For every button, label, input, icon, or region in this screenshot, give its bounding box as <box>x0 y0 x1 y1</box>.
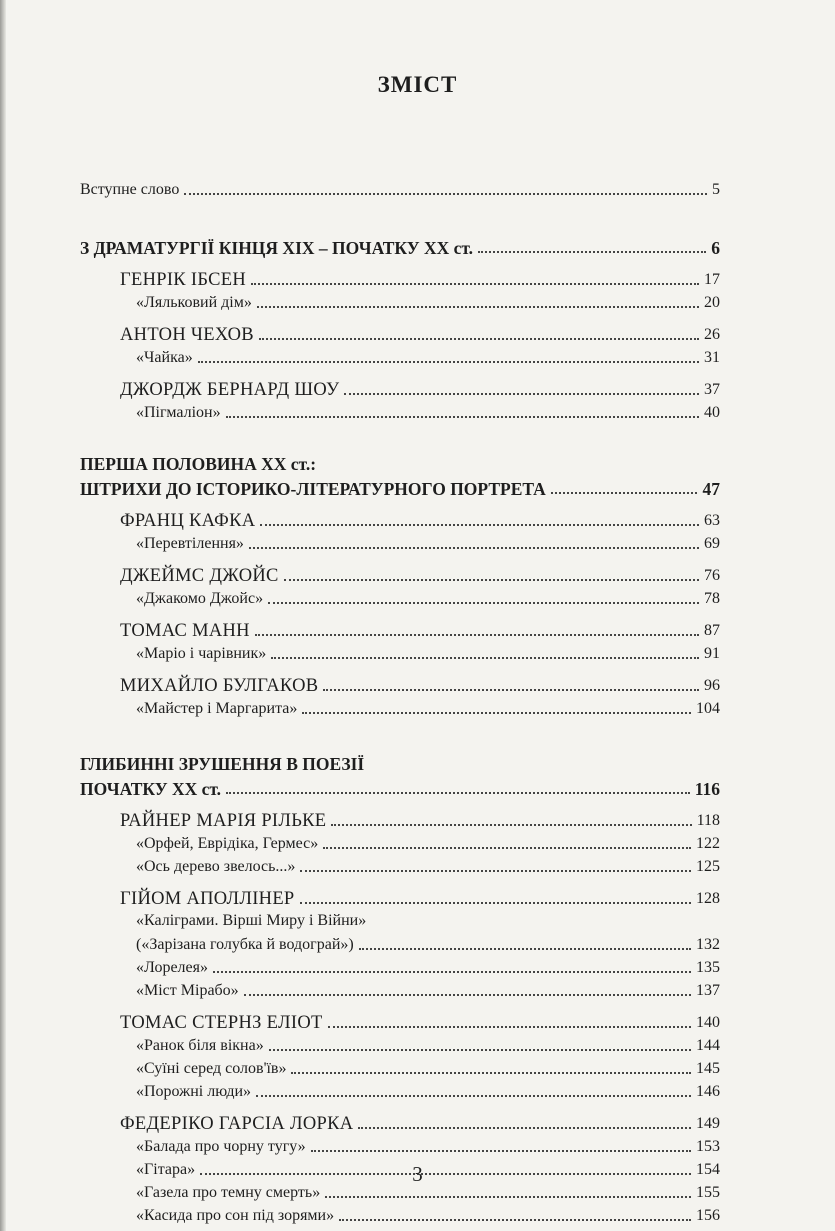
toc-entry-author[interactable] <box>80 505 720 531</box>
table-of-contents <box>80 176 720 1226</box>
toc-entry-work[interactable] <box>80 400 720 423</box>
toc-entry-work-label: «Ось дерево звелось...» <box>136 857 300 877</box>
toc-section-heading-page: 116 <box>690 779 720 799</box>
toc-section <box>80 453 720 719</box>
toc-entry-intro[interactable] <box>80 176 720 200</box>
toc-entry-work-page: 40 <box>699 403 720 423</box>
toc-entry-work-page: 155 <box>691 1183 720 1203</box>
dot-leader <box>331 824 692 826</box>
toc-entry-work-page: 144 <box>691 1036 720 1056</box>
dot-leader <box>323 847 691 849</box>
dot-leader <box>344 393 699 395</box>
toc-entry-author[interactable] <box>80 264 720 290</box>
toc-entry-work-label: «Газела про темну смерть» <box>136 1183 325 1203</box>
toc-entry-work-page: 20 <box>699 293 720 313</box>
toc-entry-author[interactable] <box>80 883 720 909</box>
toc-entry-work-page: 145 <box>691 1059 720 1079</box>
toc-entry-author[interactable] <box>80 1007 720 1033</box>
toc-entry-author-label: ДЖОРДЖ БЕРНАРД ШОУ <box>120 380 344 400</box>
section-title-line: ПЕРША ПОЛОВИНА ХХ ст.: <box>80 454 317 474</box>
toc-entry-author[interactable] <box>80 805 720 831</box>
dot-leader <box>325 1196 691 1198</box>
toc-entry-intro-label: Вступне слово <box>80 180 184 200</box>
toc-entry-author-label: ГІЙОМ АПОЛЛІНЕР <box>120 889 300 909</box>
toc-entry-work-page: 125 <box>691 857 720 877</box>
dot-leader <box>359 948 691 950</box>
dot-leader <box>244 994 691 996</box>
toc-entry-author-label: ТОМАС СТЕРНЗ ЕЛІОТ <box>120 1013 328 1033</box>
toc-entry-work[interactable] <box>80 531 720 554</box>
toc-entry-work-label: «Гітара» <box>136 1160 200 1180</box>
dot-leader <box>328 1026 691 1028</box>
dot-leader <box>256 1095 691 1097</box>
toc-entry-author-page: 128 <box>691 889 720 909</box>
toc-section <box>80 234 720 423</box>
page-edge <box>0 0 6 1231</box>
toc-entry-author[interactable] <box>80 615 720 641</box>
toc-entry-work-label: («Зарізана голубка й водограй») <box>136 935 359 955</box>
toc-entry-work-page: 122 <box>691 834 720 854</box>
dot-leader <box>226 416 699 418</box>
toc-entry-work[interactable] <box>80 854 720 877</box>
toc-entry-author-label: МИХАЙЛО БУЛГАКОВ <box>120 676 323 696</box>
toc-section <box>80 753 720 1226</box>
toc-entry-work[interactable] <box>80 1033 720 1056</box>
toc-entry-work-label: «Ранок біля вікна» <box>136 1036 269 1056</box>
toc-entry-author-label: АНТОН ЧЕХОВ <box>120 325 259 345</box>
dot-leader <box>358 1127 691 1129</box>
dot-leader <box>269 1049 691 1051</box>
dot-leader <box>255 634 699 636</box>
toc-entry-author-label: ТОМАС МАНН <box>120 621 255 641</box>
toc-entry-author[interactable] <box>80 560 720 586</box>
page-title: ЗМІСТ <box>377 72 458 97</box>
dot-leader <box>478 251 706 253</box>
toc-entry-work[interactable] <box>80 696 720 719</box>
toc-entry-work[interactable] <box>80 978 720 1001</box>
toc-entry-author-label: ФЕДЕРІКО ГАРСІА ЛОРКА <box>120 1114 358 1134</box>
toc-entry-work-page: 78 <box>699 589 720 609</box>
toc-section-heading-page: 47 <box>698 479 721 499</box>
toc-entry-work[interactable] <box>80 932 720 955</box>
dot-leader <box>249 547 699 549</box>
toc-entry-author[interactable] <box>80 1108 720 1134</box>
toc-entry-work[interactable] <box>80 641 720 664</box>
toc-section-heading-label: З ДРАМАТУРГІЇ КІНЦЯ ХІХ – ПОЧАТКУ ХХ ст. <box>80 238 478 258</box>
toc-entry-work-label: «Касида про сон під зорями» <box>136 1206 339 1226</box>
toc-entry-work[interactable] <box>80 1079 720 1102</box>
toc-entry-work[interactable] <box>80 1203 720 1226</box>
dot-leader <box>213 971 691 973</box>
toc-entry-author-page: 149 <box>691 1114 720 1134</box>
toc-entry-work-label: «Перевтілення» <box>136 534 249 554</box>
dot-leader <box>184 193 707 195</box>
work-title-line: «Каліграми. Вірші Миру і Війни» <box>136 912 367 929</box>
dot-leader <box>323 689 699 691</box>
toc-entry-author-label: РАЙНЕР МАРІЯ РІЛЬКЕ <box>120 811 331 831</box>
toc-entry-work-label: «Майстер і Маргарита» <box>136 699 302 719</box>
dot-leader <box>198 361 699 363</box>
toc-entry-author-page: 140 <box>691 1013 720 1033</box>
toc-entry-work-page: 91 <box>699 644 720 664</box>
page-number: 3 <box>412 1162 423 1186</box>
dot-leader <box>268 602 699 604</box>
toc-entry-author-label: ГЕНРІК ІБСЕН <box>120 270 251 290</box>
toc-entry-work-label: «Джакомо Джойс» <box>136 589 268 609</box>
toc-entry-work-page: 69 <box>699 534 720 554</box>
toc-entry-author-page: 63 <box>699 511 720 531</box>
toc-entry-work-page: 154 <box>691 1160 720 1180</box>
toc-section-heading-label: ШТРИХИ ДО ІСТОРИКО-ЛІТЕРАТУРНОГО ПОРТРЕТА <box>80 479 551 499</box>
toc-entry-work-page: 104 <box>691 699 720 719</box>
toc-entry-work-page: 146 <box>691 1082 720 1102</box>
toc-entry-work[interactable] <box>80 955 720 978</box>
dot-leader <box>551 492 697 494</box>
toc-entry-work-page: 132 <box>691 935 720 955</box>
dot-leader <box>339 1219 691 1221</box>
section-title-line: ГЛИБИННІ ЗРУШЕННЯ В ПОЕЗІЇ <box>80 754 365 774</box>
toc-entry-work-page: 137 <box>691 981 720 1001</box>
toc-entry-work-page: 135 <box>691 958 720 978</box>
toc-entry-work-label: «Пігмаліон» <box>136 403 226 423</box>
dot-leader <box>302 712 691 714</box>
toc-entry-work[interactable] <box>80 586 720 609</box>
dot-leader <box>226 792 690 794</box>
toc-entry-work-label: «Чайка» <box>136 348 198 368</box>
dot-leader <box>251 283 699 285</box>
dot-leader <box>257 306 699 308</box>
toc-entry-work[interactable] <box>80 1134 720 1157</box>
toc-entry-work[interactable] <box>80 831 720 854</box>
toc-entry-intro-page: 5 <box>707 180 720 200</box>
toc-entry-work-label: «Суїні серед солов'їв» <box>136 1059 291 1079</box>
dot-leader <box>271 657 699 659</box>
toc-entry-work[interactable] <box>80 1056 720 1079</box>
toc-entry-author-page: 76 <box>699 566 720 586</box>
toc-entry-work-label: «Орфей, Еврідіка, Гермес» <box>136 834 323 854</box>
toc-section-heading-page: 6 <box>706 238 720 258</box>
toc-entry-work-label: «Ляльковий дім» <box>136 293 257 313</box>
toc-entry-work-label: «Міст Мірабо» <box>136 981 244 1001</box>
toc-entry-author-page: 26 <box>699 325 720 345</box>
toc-entry-work[interactable] <box>80 290 720 313</box>
toc-entry-work-label: «Балада про чорну тугу» <box>136 1137 311 1157</box>
toc-entry-author-label: ДЖЕЙМС ДЖОЙС <box>120 566 284 586</box>
toc-entry-author-page: 17 <box>699 270 720 290</box>
toc-entry-author[interactable] <box>80 374 720 400</box>
toc-entry-author-page: 118 <box>692 811 720 831</box>
dot-leader <box>284 579 699 581</box>
dot-leader <box>300 902 691 904</box>
toc-entry-author-label: ФРАНЦ КАФКА <box>120 511 260 531</box>
toc-entry-author[interactable] <box>80 319 720 345</box>
toc-entry-author-page: 87 <box>699 621 720 641</box>
toc-section-heading[interactable] <box>80 775 720 799</box>
toc-section-heading[interactable] <box>80 475 720 499</box>
toc-entry-author-page: 96 <box>699 676 720 696</box>
toc-entry-work-label: «Порожні люди» <box>136 1082 256 1102</box>
dot-leader <box>291 1072 691 1074</box>
toc-section-heading-label: ПОЧАТКУ ХХ ст. <box>80 779 226 799</box>
dot-leader <box>259 338 699 340</box>
toc-entry-work-page: 153 <box>691 1137 720 1157</box>
toc-entry-work-label: «Лорелея» <box>136 958 213 978</box>
toc-entry-author-page: 37 <box>699 380 720 400</box>
toc-entry-author[interactable] <box>80 670 720 696</box>
dot-leader <box>311 1150 691 1152</box>
toc-entry-work[interactable] <box>80 345 720 368</box>
toc-entry-work-page: 156 <box>691 1206 720 1226</box>
toc-entry-work-page: 31 <box>699 348 720 368</box>
toc-section-heading[interactable] <box>80 234 720 258</box>
dot-leader <box>260 524 699 526</box>
dot-leader <box>300 870 691 872</box>
toc-entry-work-label: «Маріо і чарівник» <box>136 644 271 664</box>
